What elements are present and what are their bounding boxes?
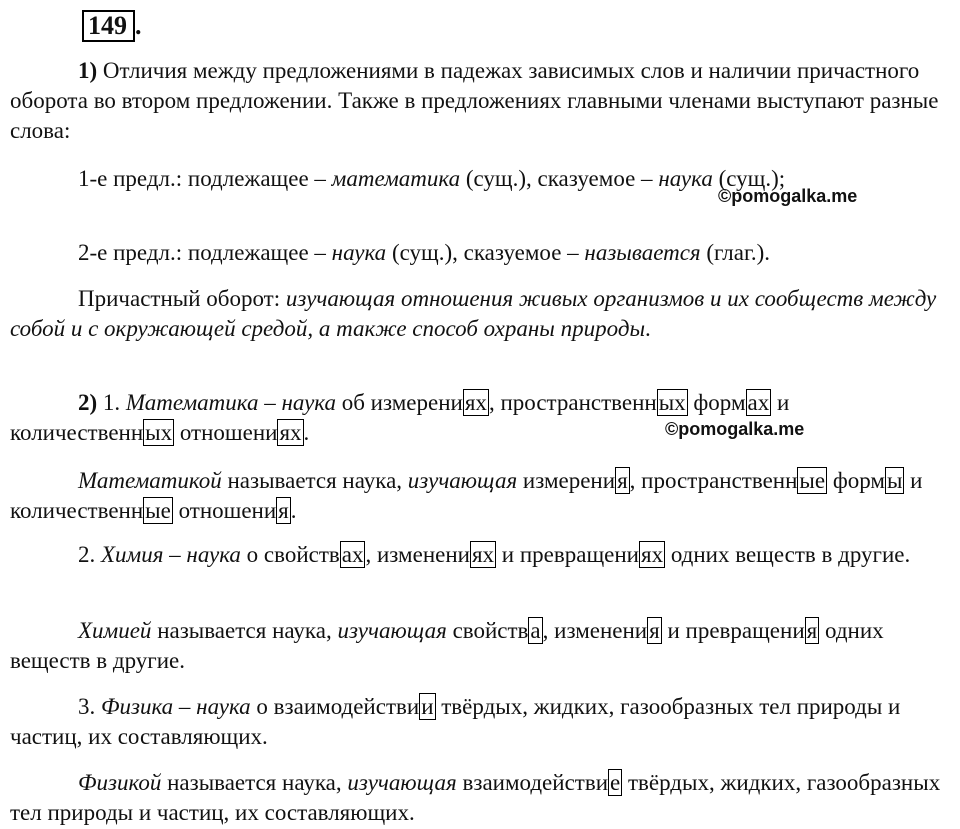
watermark-2: ©pomogalka.me [665, 419, 805, 439]
participle-phrase: Причастный оборот: изучающая отношения живых организмов и их сообществ между собой и с окружающей средой, а также способ охраны природы. [10, 286, 937, 341]
item3-transformed: Физикой называется наука, изучающая взаимодействие твёрдых, жидких, газообразных тел природы и частиц, их составляющих. [10, 770, 941, 825]
watermark: ©pomogalka.me [718, 186, 858, 206]
part1-intro: 1) Отличия между предложениями в падежах зависимых слов и наличии причастного оборота во втором предложении. Также в предложениях главными членами выступают разные слова: [10, 58, 939, 143]
item2-transformed: Химией называется наука, изучающая свойства, изменения и превращения одних веществ в другие. [10, 618, 884, 673]
item1-sentence: 2) 1. Математика – наука об измерениях, пространственных формах и количественных отношениях. [10, 390, 790, 445]
item3-sentence: 3. Физика – наука о взаимодействии твёрдых, жидких, газообразных тел природы и частиц, их составляющих. [10, 694, 901, 749]
item1-transformed: Математикой называется наука, изучающая измерения, пространственные формы и количественные отношения. [10, 468, 923, 523]
sentence1-analysis: 1-е предл.: подлежащее – математика (сущ.), сказуемое – наука (сущ.); [78, 166, 786, 191]
item2-sentence: 2. Химия – наука о свойствах, изменениях и превращениях одних веществ в другие. [78, 542, 911, 567]
exercise-number: 149 . [82, 10, 142, 42]
sentence2-analysis: 2-е предл.: подлежащее – наука (сущ.), сказуемое – называется (глаг.). [78, 240, 770, 265]
